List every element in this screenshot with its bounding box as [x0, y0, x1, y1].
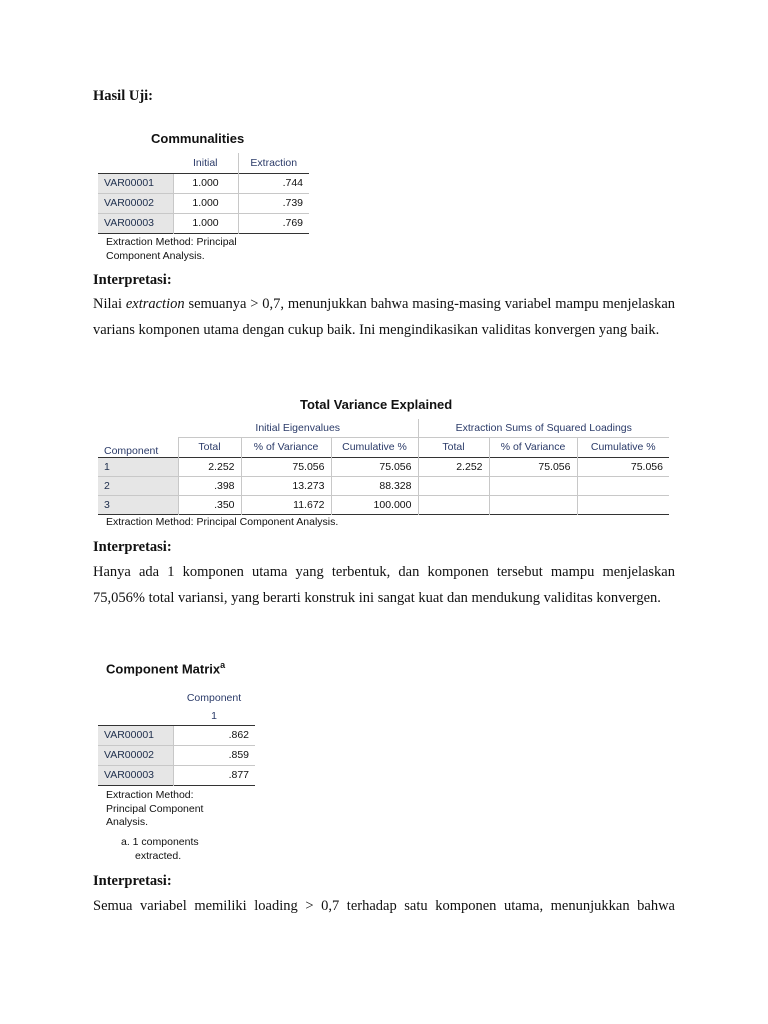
- cm-header-component: Component: [186, 692, 242, 704]
- table-row: [98, 725, 255, 745]
- table-row: [98, 193, 309, 213]
- interpretation-heading-3: Interpretasi:: [93, 873, 172, 889]
- cell-cumulative: 100.000: [331, 495, 418, 514]
- cm-corner: [98, 689, 173, 707]
- component-matrix-table: [98, 689, 255, 786]
- tve-header-component: Component: [104, 444, 159, 457]
- cell-extraction: .744: [238, 173, 309, 193]
- tve-header-ext-cumulative: Cumulative %: [577, 437, 669, 457]
- section-heading-hasil-uji: Hasil Uji:: [93, 88, 154, 104]
- row-label: VAR00003: [98, 765, 173, 785]
- communalities-note-line1: Extraction Method: Principal: [106, 236, 237, 248]
- cm-corner-2: [98, 707, 173, 725]
- cell-ext-total: 2.252: [418, 457, 489, 476]
- communalities-note-line2: Component Analysis.: [106, 249, 205, 262]
- cm-title-superscript: a: [220, 660, 226, 670]
- cell-ext-cumulative: [577, 495, 669, 514]
- tve-group-initial: Initial Eigenvalues: [255, 421, 341, 434]
- tve-title: Total Variance Explained: [300, 397, 453, 412]
- cell-total: .350: [178, 495, 241, 514]
- table-row: [98, 745, 255, 765]
- cell-variance: 75.056: [241, 457, 331, 476]
- interpretation-paragraph-2: Hanya ada 1 komponen utama yang terbentuk, dan komponen tersebut mampu menjelaskan 75,056% total variansi, yang berarti konstruk ini sangat kuat dan mendukung validitas konvergen.: [93, 564, 675, 606]
- cm-note-line1: Extraction Method:: [106, 789, 194, 801]
- cm-note-line2: Principal Component: [106, 802, 204, 815]
- cell-total: .398: [178, 476, 241, 495]
- tve-header-variance: % of Variance: [241, 437, 331, 457]
- cm-footnote: [121, 836, 199, 863]
- tve-group-extraction: Extraction Sums of Squared Loadings: [418, 419, 669, 437]
- row-label: 3: [98, 495, 178, 514]
- cell-extraction: .769: [238, 213, 309, 233]
- cm-footnote-line1: a. 1 components: [121, 836, 199, 848]
- row-label: 1: [98, 457, 178, 476]
- cm-title-text: Component Matrix: [106, 661, 221, 677]
- cell-ext-variance: 75.056: [489, 457, 577, 476]
- table-row: [98, 476, 669, 495]
- cm-note-line3: Analysis.: [106, 816, 149, 828]
- table-row: [98, 173, 309, 193]
- cell-ext-variance: [489, 476, 577, 495]
- tve-corner: [98, 419, 178, 437]
- communalities-title: Communalities: [151, 131, 245, 146]
- interpretation-paragraph-3: Semua variabel memiliki loading > 0,7 terhadap satu komponen utama, menunjukkan bahwa: [93, 898, 675, 914]
- row-label: VAR00001: [98, 173, 173, 193]
- table-row: [98, 495, 669, 514]
- cell-total: 2.252: [178, 457, 241, 476]
- cm-title: [106, 660, 225, 676]
- cm-footnote-line2: extracted.: [135, 849, 182, 862]
- cell-ext-variance: [489, 495, 577, 514]
- row-label: VAR00003: [98, 213, 173, 233]
- cell-loading: .862: [173, 725, 255, 745]
- cell-loading: .877: [173, 765, 255, 785]
- cell-ext-total: [418, 495, 489, 514]
- interpretation-heading-2: Interpretasi:: [93, 539, 172, 555]
- communalities-table: [98, 153, 309, 234]
- communalities-note: [106, 236, 237, 263]
- cell-ext-cumulative: 75.056: [577, 457, 669, 476]
- row-label: VAR00002: [98, 745, 173, 765]
- communalities-header-extraction: Extraction: [238, 153, 309, 173]
- cell-initial: 1.000: [173, 173, 238, 193]
- tve-header-cumulative: Cumulative %: [331, 437, 418, 457]
- cell-loading: .859: [173, 745, 255, 765]
- cm-header-number: 1: [211, 709, 217, 722]
- table-row: [98, 765, 255, 785]
- cell-cumulative: 88.328: [331, 476, 418, 495]
- table-row: [98, 213, 309, 233]
- tve-header-ext-total: Total: [418, 437, 489, 457]
- cell-initial: 1.000: [173, 193, 238, 213]
- cell-cumulative: 75.056: [331, 457, 418, 476]
- interpretation-heading-1: Interpretasi:: [93, 272, 172, 288]
- tve-note: Extraction Method: Principal Component Analysis.: [106, 516, 339, 528]
- interpretation-paragraph-1: [93, 292, 675, 343]
- cm-note: [106, 789, 203, 830]
- communalities-corner: [98, 153, 173, 173]
- cell-ext-total: [418, 476, 489, 495]
- tve-header-total: Total: [178, 437, 241, 457]
- communalities-header-initial: Initial: [192, 156, 218, 169]
- table-row: [98, 457, 669, 476]
- row-label: 2: [98, 476, 178, 495]
- row-label: VAR00001: [98, 725, 173, 745]
- tve-header-ext-variance: % of Variance: [489, 437, 577, 457]
- cell-ext-cumulative: [577, 476, 669, 495]
- cell-variance: 11.672: [241, 495, 331, 514]
- interp1-text-before: Nilai: [93, 296, 126, 312]
- interp1-text-after: semuanya > 0,7, menunjukkan bahwa masing-masing variabel mampu menjelaskan varians komponen utama dengan cukup baik. Ini mengindikasikan validitas konvergen yang baik.: [93, 296, 675, 338]
- cell-extraction: .739: [238, 193, 309, 213]
- cell-variance: 13.273: [241, 476, 331, 495]
- cell-initial: 1.000: [173, 213, 238, 233]
- tve-table: [98, 419, 669, 515]
- row-label: VAR00002: [98, 193, 173, 213]
- interp1-emphasis: extraction: [125, 296, 185, 312]
